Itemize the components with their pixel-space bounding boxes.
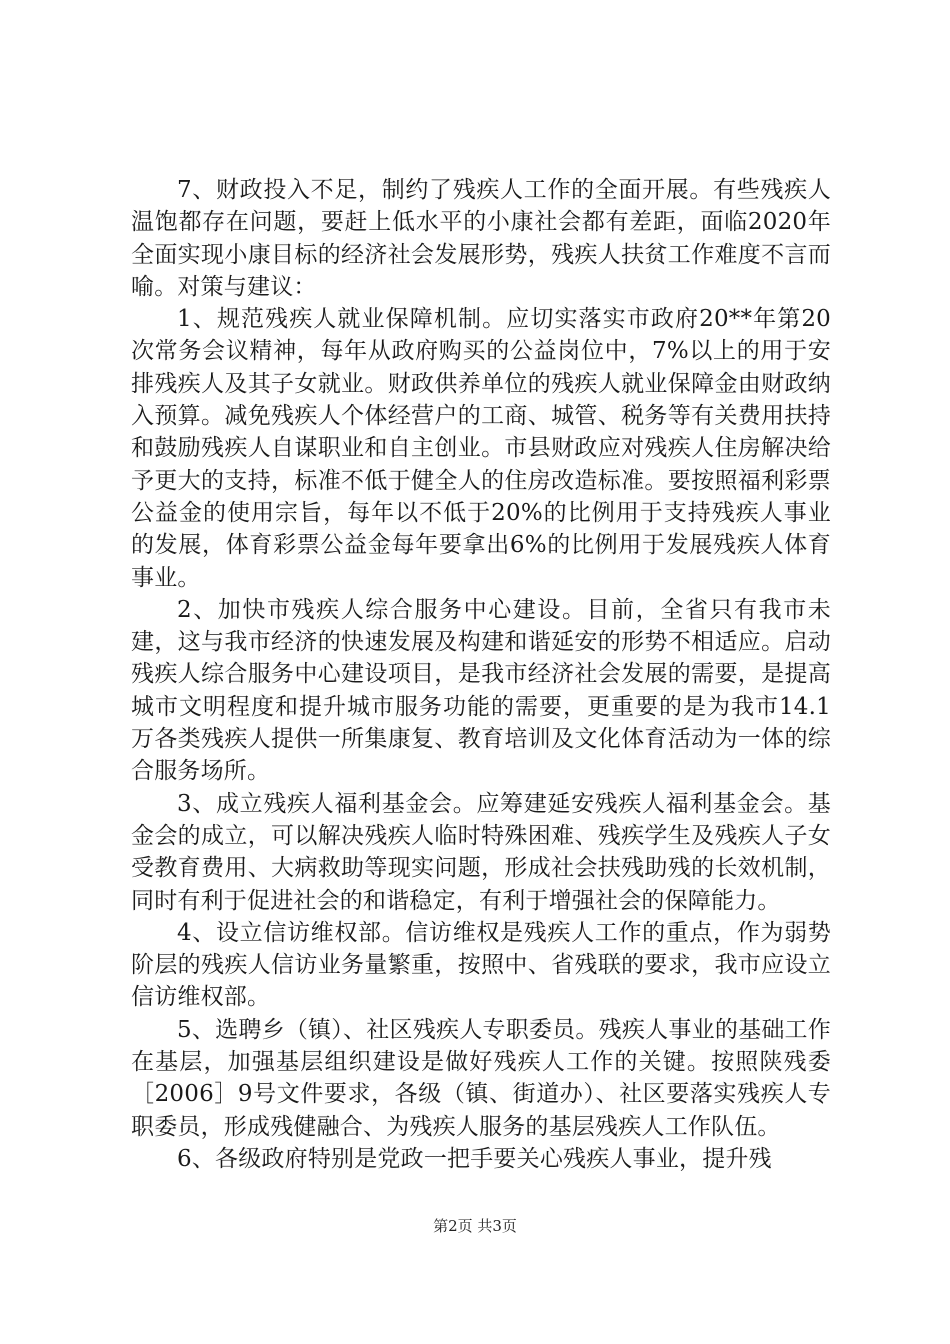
paragraph-suggestion-3: 3、成立残疾人福利基金会。应筹建延安残疾人福利基金会。基金会的成立，可以解决残疾人临时特殊困难、残疾学生及残疾人子女受教育费用、大病救助等现实问题，形成社会扶残助残的长效机制，同时有利于促进社会的和谐稳定，有利于增强社会的保障能力。 <box>131 790 831 914</box>
paragraph-suggestion-2: 2、加快市残疾人综合服务中心建设。目前，全省只有我市未建，这与我市经济的快速发展及构建和谐延安的形势不相适应。启动残疾人综合服务中心建设项目，是我市经济社会发展的需要，是提高城市文明程度和提升城市服务功能的需要，更重要的是为我市14.1万各类残疾人提供一所集康复、教育培训及文化体育活动为一体的综合服务场所。 <box>131 596 831 785</box>
paragraph-suggestion-5: 5、选聘乡（镇）、社区残疾人专职委员。残疾人事业的基础工作在基层，加强基层组织建设是做好残疾人工作的关键。按照陕残委［2006］9号文件要求，各级（镇、街道办）、社区要落实残疾人专职委员，形成残健融合、为残疾人服务的基层残疾人工作队伍。 <box>131 1016 831 1140</box>
page-number-footer: 第2页 共3页 <box>433 1217 517 1235</box>
paragraph-suggestion-1: 1、规范残疾人就业保障机制。应切实落实市政府20**年第20次常务会议精神，每年从政府购买的公益岗位中，7%以上的用于安排残疾人及其子女就业。财政供养单位的残疾人就业保障金由财政纳入预算。减免残疾人个体经营户的工商、城管、税务等有关费用扶持和鼓励残疾人自谋职业和自主创业。市县财政应对残疾人住房解决给予更大的支持，标准不低于健全人的住房改造标准。要按照福利彩票公益金的使用宗旨，每年以不低于20%的比例用于支持残疾人事业的发展，体育彩票公益金每年要拿出6%的比例用于发展残疾人体育事业。 <box>131 306 831 591</box>
document-body <box>131 174 831 1175</box>
paragraph-item-7: 7、财政投入不足，制约了残疾人工作的全面开展。有些残疾人温饱都存在问题，要赶上低水平的小康社会都有差距，面临2020年全面实现小康目标的经济社会发展形势，残疾人扶贫工作难度不言而喻。对策与建议： <box>131 177 831 300</box>
paragraph-suggestion-4: 4、设立信访维权部。信访维权是残疾人工作的重点，作为弱势阶层的残疾人信访业务量繁重，按照中、省残联的要求，我市应设立信访维权部。 <box>131 919 831 1011</box>
paragraph-suggestion-6: 6、各级政府特别是党政一把手要关心残疾人事业，提升残 <box>177 1145 772 1172</box>
